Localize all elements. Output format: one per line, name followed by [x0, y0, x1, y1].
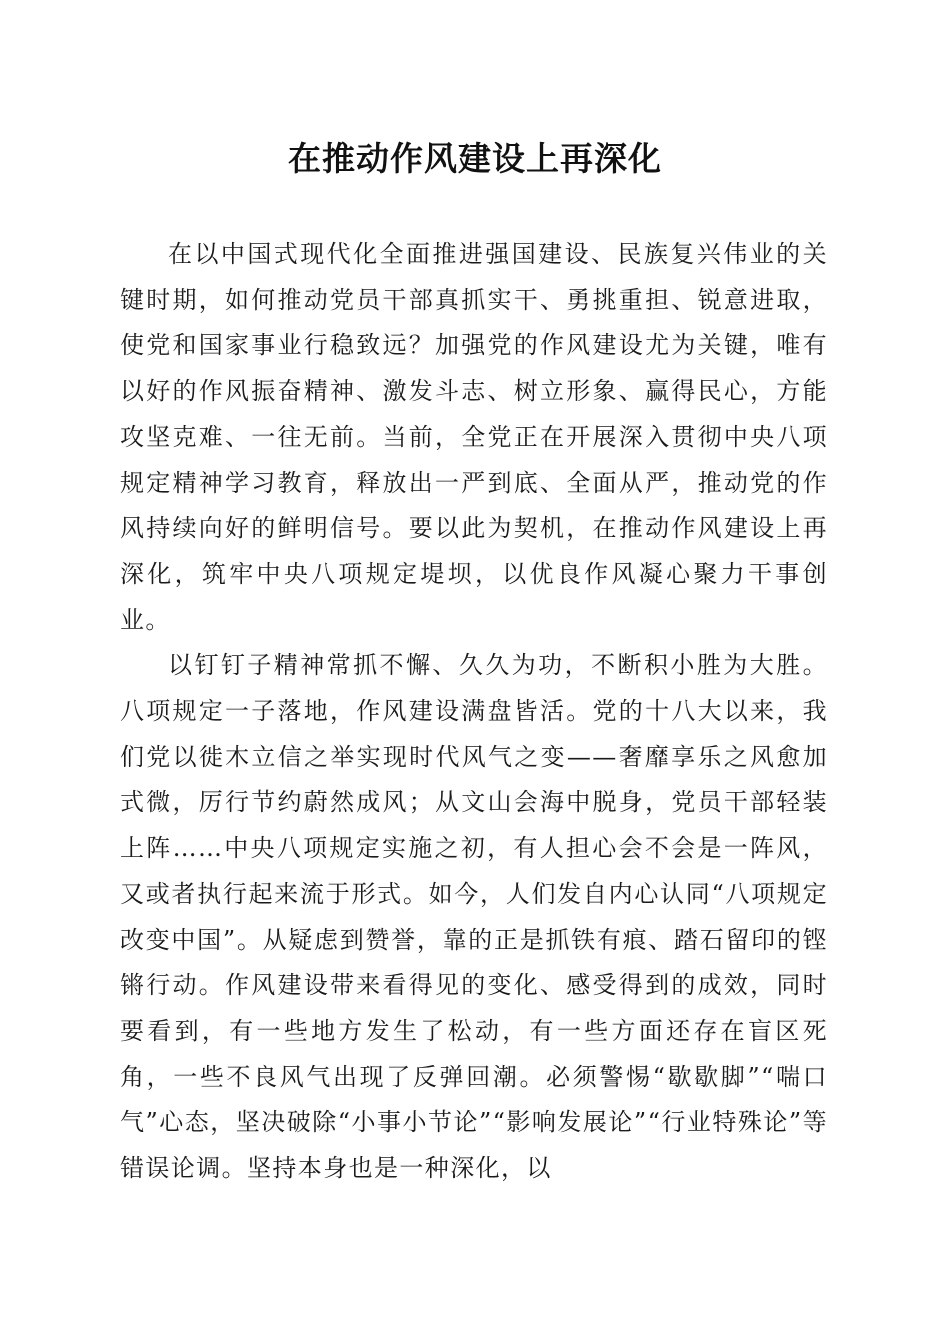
paragraph: 在以中国式现代化全面推进强国建设、民族复兴伟业的关键时期，如何推动党员干部真抓实干、勇挑重担、锐意进取，使党和国家事业行稳致远？加强党的作风建设尤为关键，唯有以好的作风振奋精神、激发斗志、树立形象、赢得民心，方能攻坚克难、一往无前。当前，全党正在开展深入贯彻中央八项规定精神学习教育，释放出一严到底、全面从严，推动党的作风持续向好的鲜明信号。要以此为契机，在推动作风建设上再深化，筑牢中央八项规定堤坝，以优良作风凝心聚力干事创业。	[120, 240, 828, 634]
document-title: 在推动作风建设上再深化	[288, 139, 662, 178]
document-body	[120, 232, 828, 1192]
paragraph: 以钉钉子精神常抓不懈、久久为功，不断积小胜为大胜。八项规定一子落地，作风建设满盘皆活。党的十八大以来，我们党以徙木立信之举实现时代风气之变——奢靡享乐之风愈加式微，厉行节约蔚然成风；从文山会海中脱身，党员干部轻装上阵……中央八项规定实施之初，有人担心会不会是一阵风，又或者执行起来流于形式。如今，人们发自内心认同“八项规定改变中国”。从疑虑到赞誉，靠的正是抓铁有痕、踏石留印的铿锵行动。作风建设带来看得见的变化、感受得到的成效，同时要看到，有一些地方发生了松动，有一些方面还存在盲区死角，一些不良风气出现了反弹回潮。必须警惕“歇歇脚”“喘口气”心态，坚决破除“小事小节论”“影响发展论”“行业特殊论”等错误论调。坚持本身也是一种深化，以	[120, 651, 828, 1183]
